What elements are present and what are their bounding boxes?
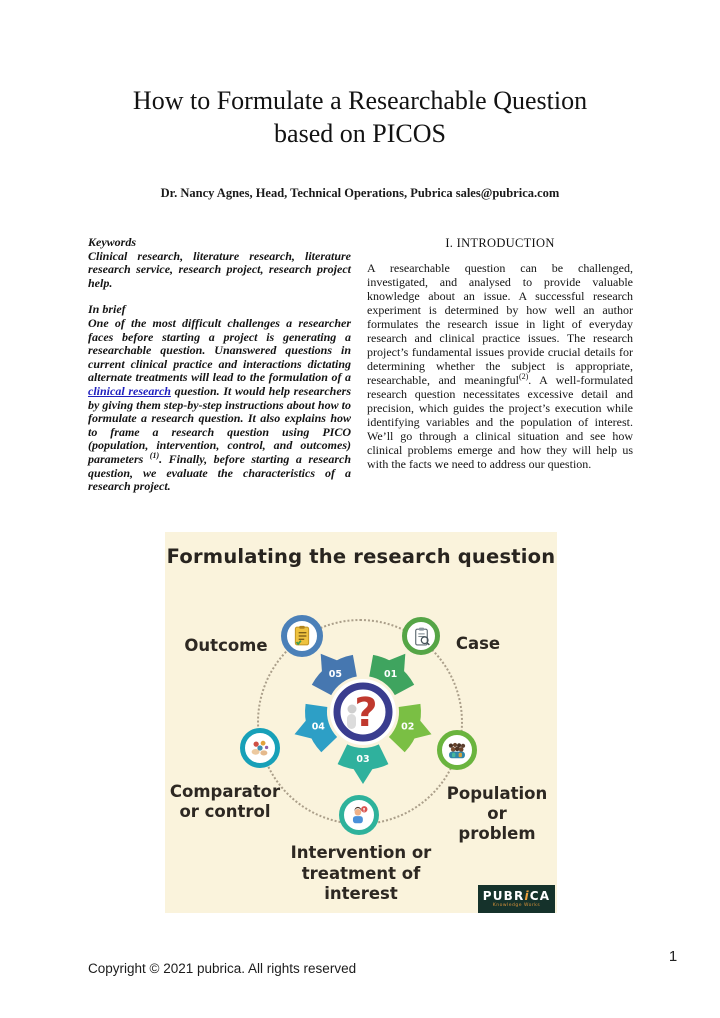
crowd-icon bbox=[446, 739, 468, 761]
inbrief-text-mid: question. It would help researchers by giving them step-by-step instructions about how to formulate a research question. It also explains how to frame a research question using PICO (population, intervention, control, and outcomes) parameters bbox=[88, 383, 351, 466]
case-node bbox=[402, 617, 440, 655]
right-column bbox=[367, 236, 633, 471]
population-node bbox=[437, 730, 477, 770]
reference-1-superscript: (1) bbox=[149, 450, 160, 460]
left-column bbox=[88, 236, 351, 494]
page-title bbox=[0, 84, 720, 150]
figure-title: Formulating the research question bbox=[166, 545, 556, 568]
inbrief-text-before-link: One of the most difficult challenges a researcher faces before starting a project is generating a researchable question. Unanswered questions in current clinical practice and interactions dictating alternate treatments will lead to the formulation of a bbox=[88, 315, 351, 385]
label-outcome: Outcome bbox=[184, 636, 268, 655]
reference-2-superscript: (2) bbox=[518, 372, 529, 381]
page-title-line2: based on PICOS bbox=[274, 119, 446, 148]
inbrief-paragraph bbox=[88, 317, 351, 494]
page-title-line1: How to Formulate a Researchable Question bbox=[132, 86, 588, 115]
label-population: Population or problem bbox=[446, 784, 548, 843]
introduction-heading: I. INTRODUCTION bbox=[445, 236, 555, 250]
copyright-text: Copyright © 2021 pubrica. All rights reserved bbox=[88, 961, 357, 976]
author-line: Dr. Nancy Agnes, Head, Technical Operations, Pubrica sales@pubrica.com bbox=[160, 186, 560, 200]
label-intervention: Intervention or treatment of interest bbox=[290, 843, 432, 903]
clinical-research-link[interactable]: clinical research bbox=[88, 383, 171, 398]
intervention-node bbox=[339, 795, 379, 835]
introduction-text-before-sup: A researchable question can be challenged, investigated, and analysed to provide valuable knowledge about an issue. A successful research experiment is determined by how well an author formulates the research issue in light of everyday research and clinical practice issues. The research project’s fundamental issues provide crucial details for determining whether the subject is appropriate, researchable, and meaningful bbox=[367, 261, 633, 387]
wheel-number-02: 02 bbox=[401, 721, 415, 733]
question-mark-icon: ? bbox=[354, 690, 378, 736]
wheel-number-03: 03 bbox=[356, 754, 370, 765]
introduction-text-after-sup: . A well-formulated research question necessitates excessive detail and precision, which guides the project’s execution while identifying variables and the population of interest. We’ll go through a clinical situation and see how clinical problems emerge and how they will help us with the facts we need to address our question. bbox=[367, 373, 633, 471]
inbrief-heading: In brief bbox=[88, 302, 126, 317]
pico-cycle-wheel bbox=[288, 637, 438, 787]
inbrief-text-after: . Finally, before starting a research question, we evaluate the characteristics of a research project. bbox=[88, 451, 351, 494]
wheel-number-04: 04 bbox=[311, 721, 325, 733]
keywords-text: Clinical research, literature research, literature research service, research project, research project help. bbox=[88, 248, 351, 290]
person-speech-icon bbox=[348, 804, 370, 826]
keywords-heading: Keywords bbox=[88, 235, 136, 249]
wheel-number-05: 05 bbox=[328, 669, 343, 680]
comparator-node bbox=[240, 728, 280, 768]
label-case: Case bbox=[455, 634, 501, 653]
page-number: 1 bbox=[668, 948, 678, 965]
pubrica-logo-text: PUBRiCA bbox=[482, 888, 551, 903]
wheel-number-01: 01 bbox=[383, 669, 398, 680]
hands-compare-icon bbox=[249, 737, 271, 759]
pubrica-logo-tagline: Knowledge Works bbox=[492, 902, 541, 908]
label-comparator: Comparator or control bbox=[169, 782, 281, 821]
pico-figure bbox=[165, 532, 557, 913]
pubrica-logo bbox=[478, 885, 555, 913]
checklist-icon bbox=[291, 625, 313, 647]
arrow-03-icon bbox=[352, 767, 373, 784]
introduction-paragraph bbox=[367, 261, 633, 471]
outcome-node bbox=[281, 615, 323, 657]
clipboard-search-icon bbox=[411, 626, 432, 647]
